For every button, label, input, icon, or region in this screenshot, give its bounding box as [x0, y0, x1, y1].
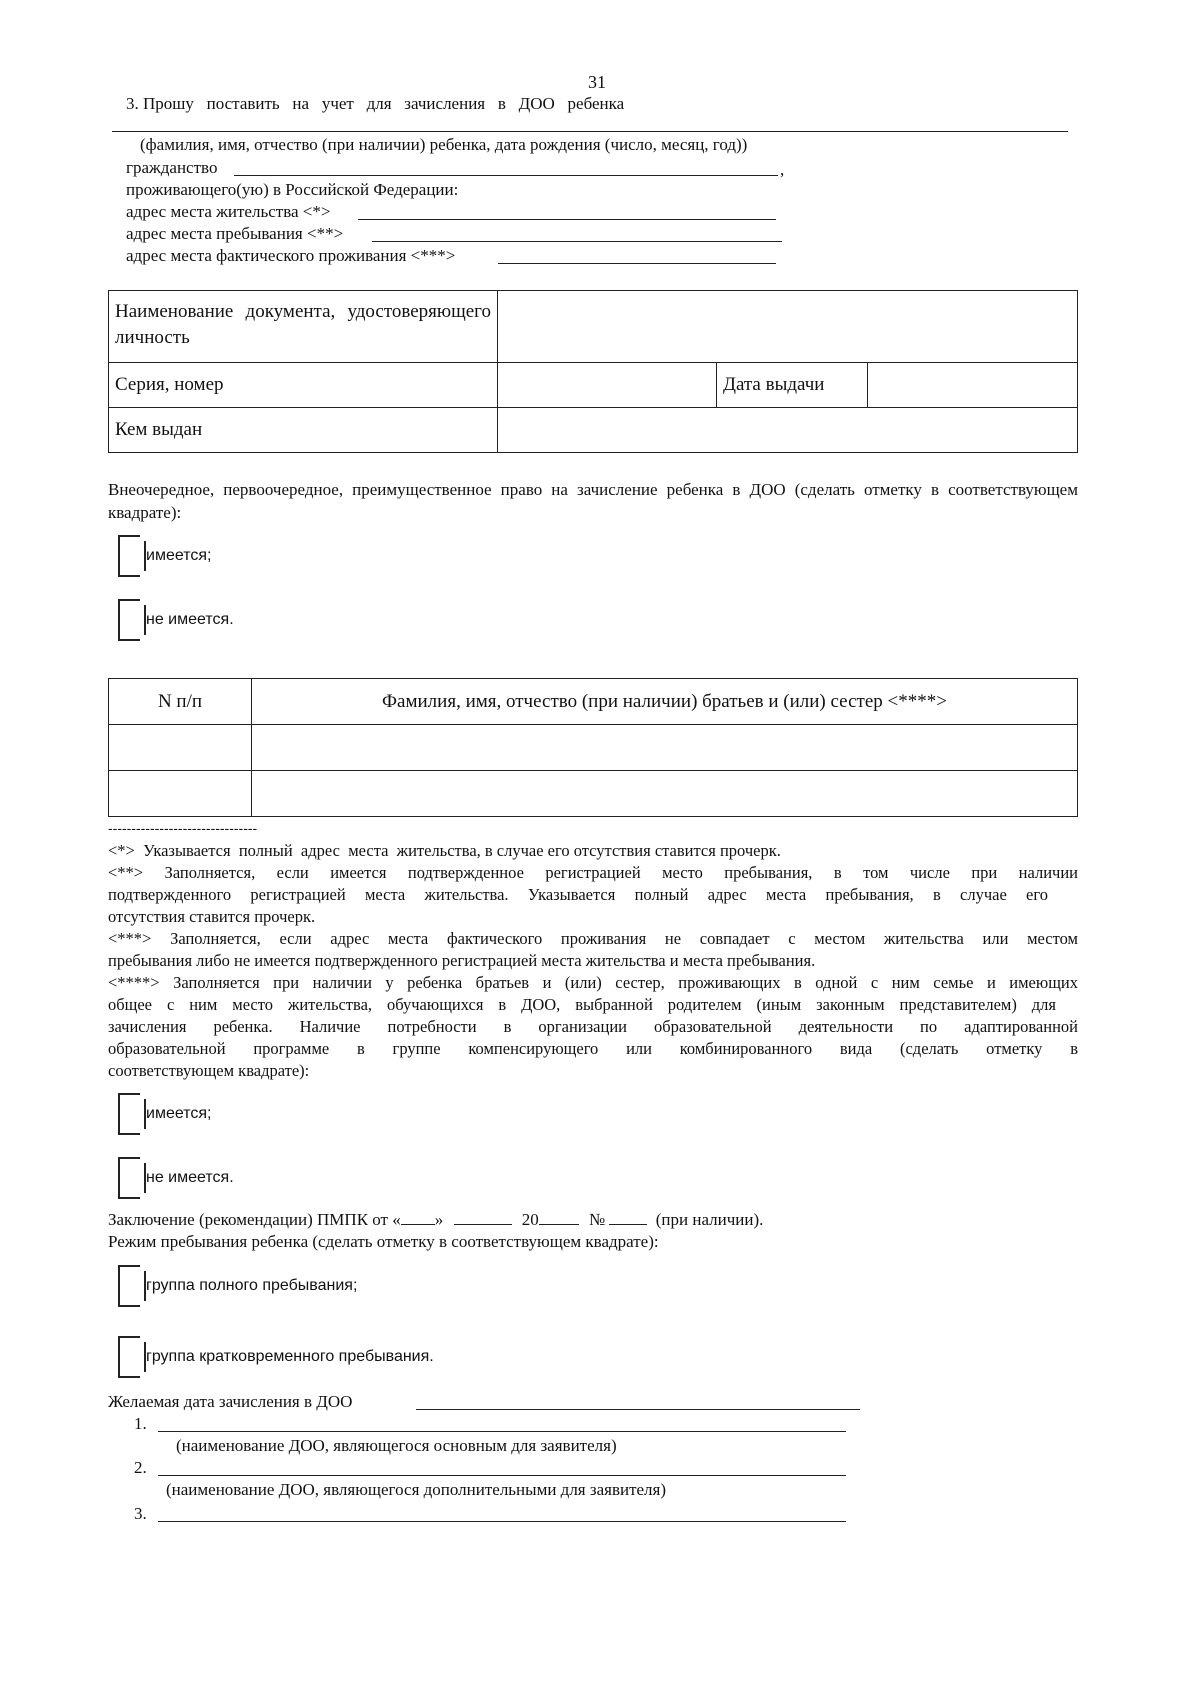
table-row: [109, 725, 1078, 771]
doo-1-caption: (наименование ДОО, являющегося основным для заявителя): [176, 1436, 617, 1455]
option-label: группа полного пребывания;: [146, 1277, 358, 1294]
table-row: [109, 771, 1078, 817]
doo-2-field[interactable]: [158, 1475, 846, 1476]
issue-date-field[interactable]: [868, 363, 1078, 408]
doc-name-label-cell: [109, 291, 498, 363]
mode-text: Режим пребывания ребенка (сделать отметку в соответствующем квадрате):: [108, 1232, 659, 1251]
priority-has-option[interactable]: [118, 535, 211, 577]
footnote-4-line-5: соответствующем квадрате):: [108, 1061, 310, 1080]
footnote-1: <*> Указывается полный адрес места жительства, в случае его отсутствия ставится прочерк.: [108, 841, 781, 860]
citizenship-comma: ,: [780, 160, 785, 179]
page-number: 31: [588, 72, 606, 92]
option-label: группа кратковременного пребывания.: [146, 1348, 434, 1365]
footnote-4-line-4: образовательной программе в группе компенсирующего или комбинированного вида (сделать отметку в: [108, 1039, 1078, 1058]
mode-short-option[interactable]: [118, 1336, 434, 1378]
address-actual-field[interactable]: [498, 263, 776, 264]
name-cell[interactable]: [252, 725, 1078, 771]
checkbox-icon[interactable]: [118, 1093, 140, 1135]
priority-has-not-option[interactable]: [118, 599, 234, 641]
address-stay-field[interactable]: [372, 241, 782, 242]
address-residence-field[interactable]: [358, 219, 776, 220]
col-name-header: Фамилия, имя, отчество (при наличии) братьев и (или) сестер <****>: [252, 679, 1078, 725]
priority-text: Внеочередное, первоочередное, преимущественное право на зачисление ребенка в ДОО (сделать отметку в соответствующем квадрате):: [108, 480, 1078, 522]
doo-3-number: 3.: [134, 1504, 147, 1523]
option-label: не имеется.: [146, 611, 234, 628]
mode-full-option[interactable]: [118, 1265, 357, 1307]
checkbox-icon[interactable]: [118, 535, 140, 577]
num-cell[interactable]: [109, 725, 252, 771]
issued-by-label-cell: [109, 408, 498, 453]
pmpk-day-field[interactable]: [401, 1210, 435, 1225]
footnote-3-line-2: пребывания либо не имеется подтвержденного регистрацией места жительства и места пребывания.: [108, 951, 816, 970]
footnote-4-line-2: общее с ним место жительства, обучающихся в ДОО, выбранной родителем (иным законным представителем) для: [108, 995, 1056, 1014]
footnote-2-line-3: отсутствия ставится прочерк.: [108, 907, 316, 926]
desired-date-field[interactable]: [416, 1409, 860, 1410]
footnote-2-line-1: <**> Заполняется, если имеется подтвержденное регистрацией место пребывания, в том числе при наличии: [108, 863, 1078, 882]
desired-date-label: Желаемая дата зачисления в ДОО: [108, 1392, 353, 1411]
series-field[interactable]: [498, 363, 717, 408]
pmpk-year-field[interactable]: [539, 1210, 579, 1225]
option-label: не имеется.: [146, 1169, 234, 1186]
option-label: имеется;: [146, 547, 212, 564]
program-has-option[interactable]: [118, 1093, 211, 1135]
footnotes: [108, 840, 1078, 1082]
checkbox-icon[interactable]: [118, 599, 140, 641]
doo-1-number: 1.: [134, 1414, 147, 1433]
series-label: Серия, номер: [115, 374, 224, 395]
issued-by-field[interactable]: [498, 408, 1078, 453]
pmpk-number-field[interactable]: [609, 1210, 647, 1225]
issue-date-label-cell: [717, 363, 868, 408]
address-stay-label: адрес места пребывания <**>: [126, 224, 344, 243]
program-has-not-option[interactable]: [118, 1157, 234, 1199]
footnote-separator: --------------------------------: [108, 820, 258, 836]
footnote-4-line-1: <****> Заполняется при наличии у ребенка братьев и (или) сестер, проживающих в одной с ним семье и имеющих: [108, 973, 1078, 992]
footnote-2-line-2: подтвержденного регистрацией места жительства. Указывается полный адрес места пребывания, в случае его: [108, 885, 1048, 904]
citizenship-field[interactable]: [234, 175, 778, 176]
pmpk-line: Заключение (рекомендации) ПМПК от « » 20 № (при наличии).: [108, 1210, 764, 1229]
child-caption: (фамилия, имя, отчество (при наличии) ребенка, дата рождения (число, месяц, год)): [140, 135, 748, 154]
doc-name-field[interactable]: [498, 291, 1078, 363]
section-intro: 3. Прошу поставить на учет для зачисления в ДОО ребенка: [126, 94, 625, 113]
pmpk-month-field[interactable]: [454, 1210, 512, 1225]
col-num-header: N п/п: [109, 679, 252, 725]
name-cell[interactable]: [252, 771, 1078, 817]
series-label-cell: [109, 363, 498, 408]
residing-label: проживающего(ую) в Российской Федерации:: [126, 180, 459, 199]
issue-date-label: Дата выдачи: [723, 374, 825, 395]
doo-2-caption: (наименование ДОО, являющегося дополнительными для заявителя): [166, 1480, 667, 1499]
checkbox-icon[interactable]: [118, 1336, 140, 1378]
child-field-line[interactable]: [112, 131, 1068, 132]
num-cell[interactable]: [109, 771, 252, 817]
citizenship-label: гражданство: [126, 158, 218, 177]
footnote-3-line-1: <***> Заполняется, если адрес места фактического проживания не совпадает с местом жительства или местом: [108, 929, 1078, 948]
checkbox-icon[interactable]: [118, 1265, 140, 1307]
issued-by-label: Кем выдан: [115, 419, 203, 440]
siblings-table: [108, 678, 1078, 817]
address-actual-label: адрес места фактического проживания <***>: [126, 246, 456, 265]
id-document-table: [108, 290, 1078, 453]
doo-2-number: 2.: [134, 1458, 147, 1477]
doc-name-label: Наименование документа, удостоверяющего личность: [115, 301, 491, 348]
checkbox-icon[interactable]: [118, 1157, 140, 1199]
doo-3-field[interactable]: [158, 1521, 846, 1522]
option-label: имеется;: [146, 1105, 212, 1122]
address-residence-label: адрес места жительства <*>: [126, 202, 331, 221]
footnote-4-line-3: зачисления ребенка. Наличие потребности в организации образовательной деятельности по адаптированной: [108, 1017, 1078, 1036]
doo-1-field[interactable]: [158, 1431, 846, 1432]
